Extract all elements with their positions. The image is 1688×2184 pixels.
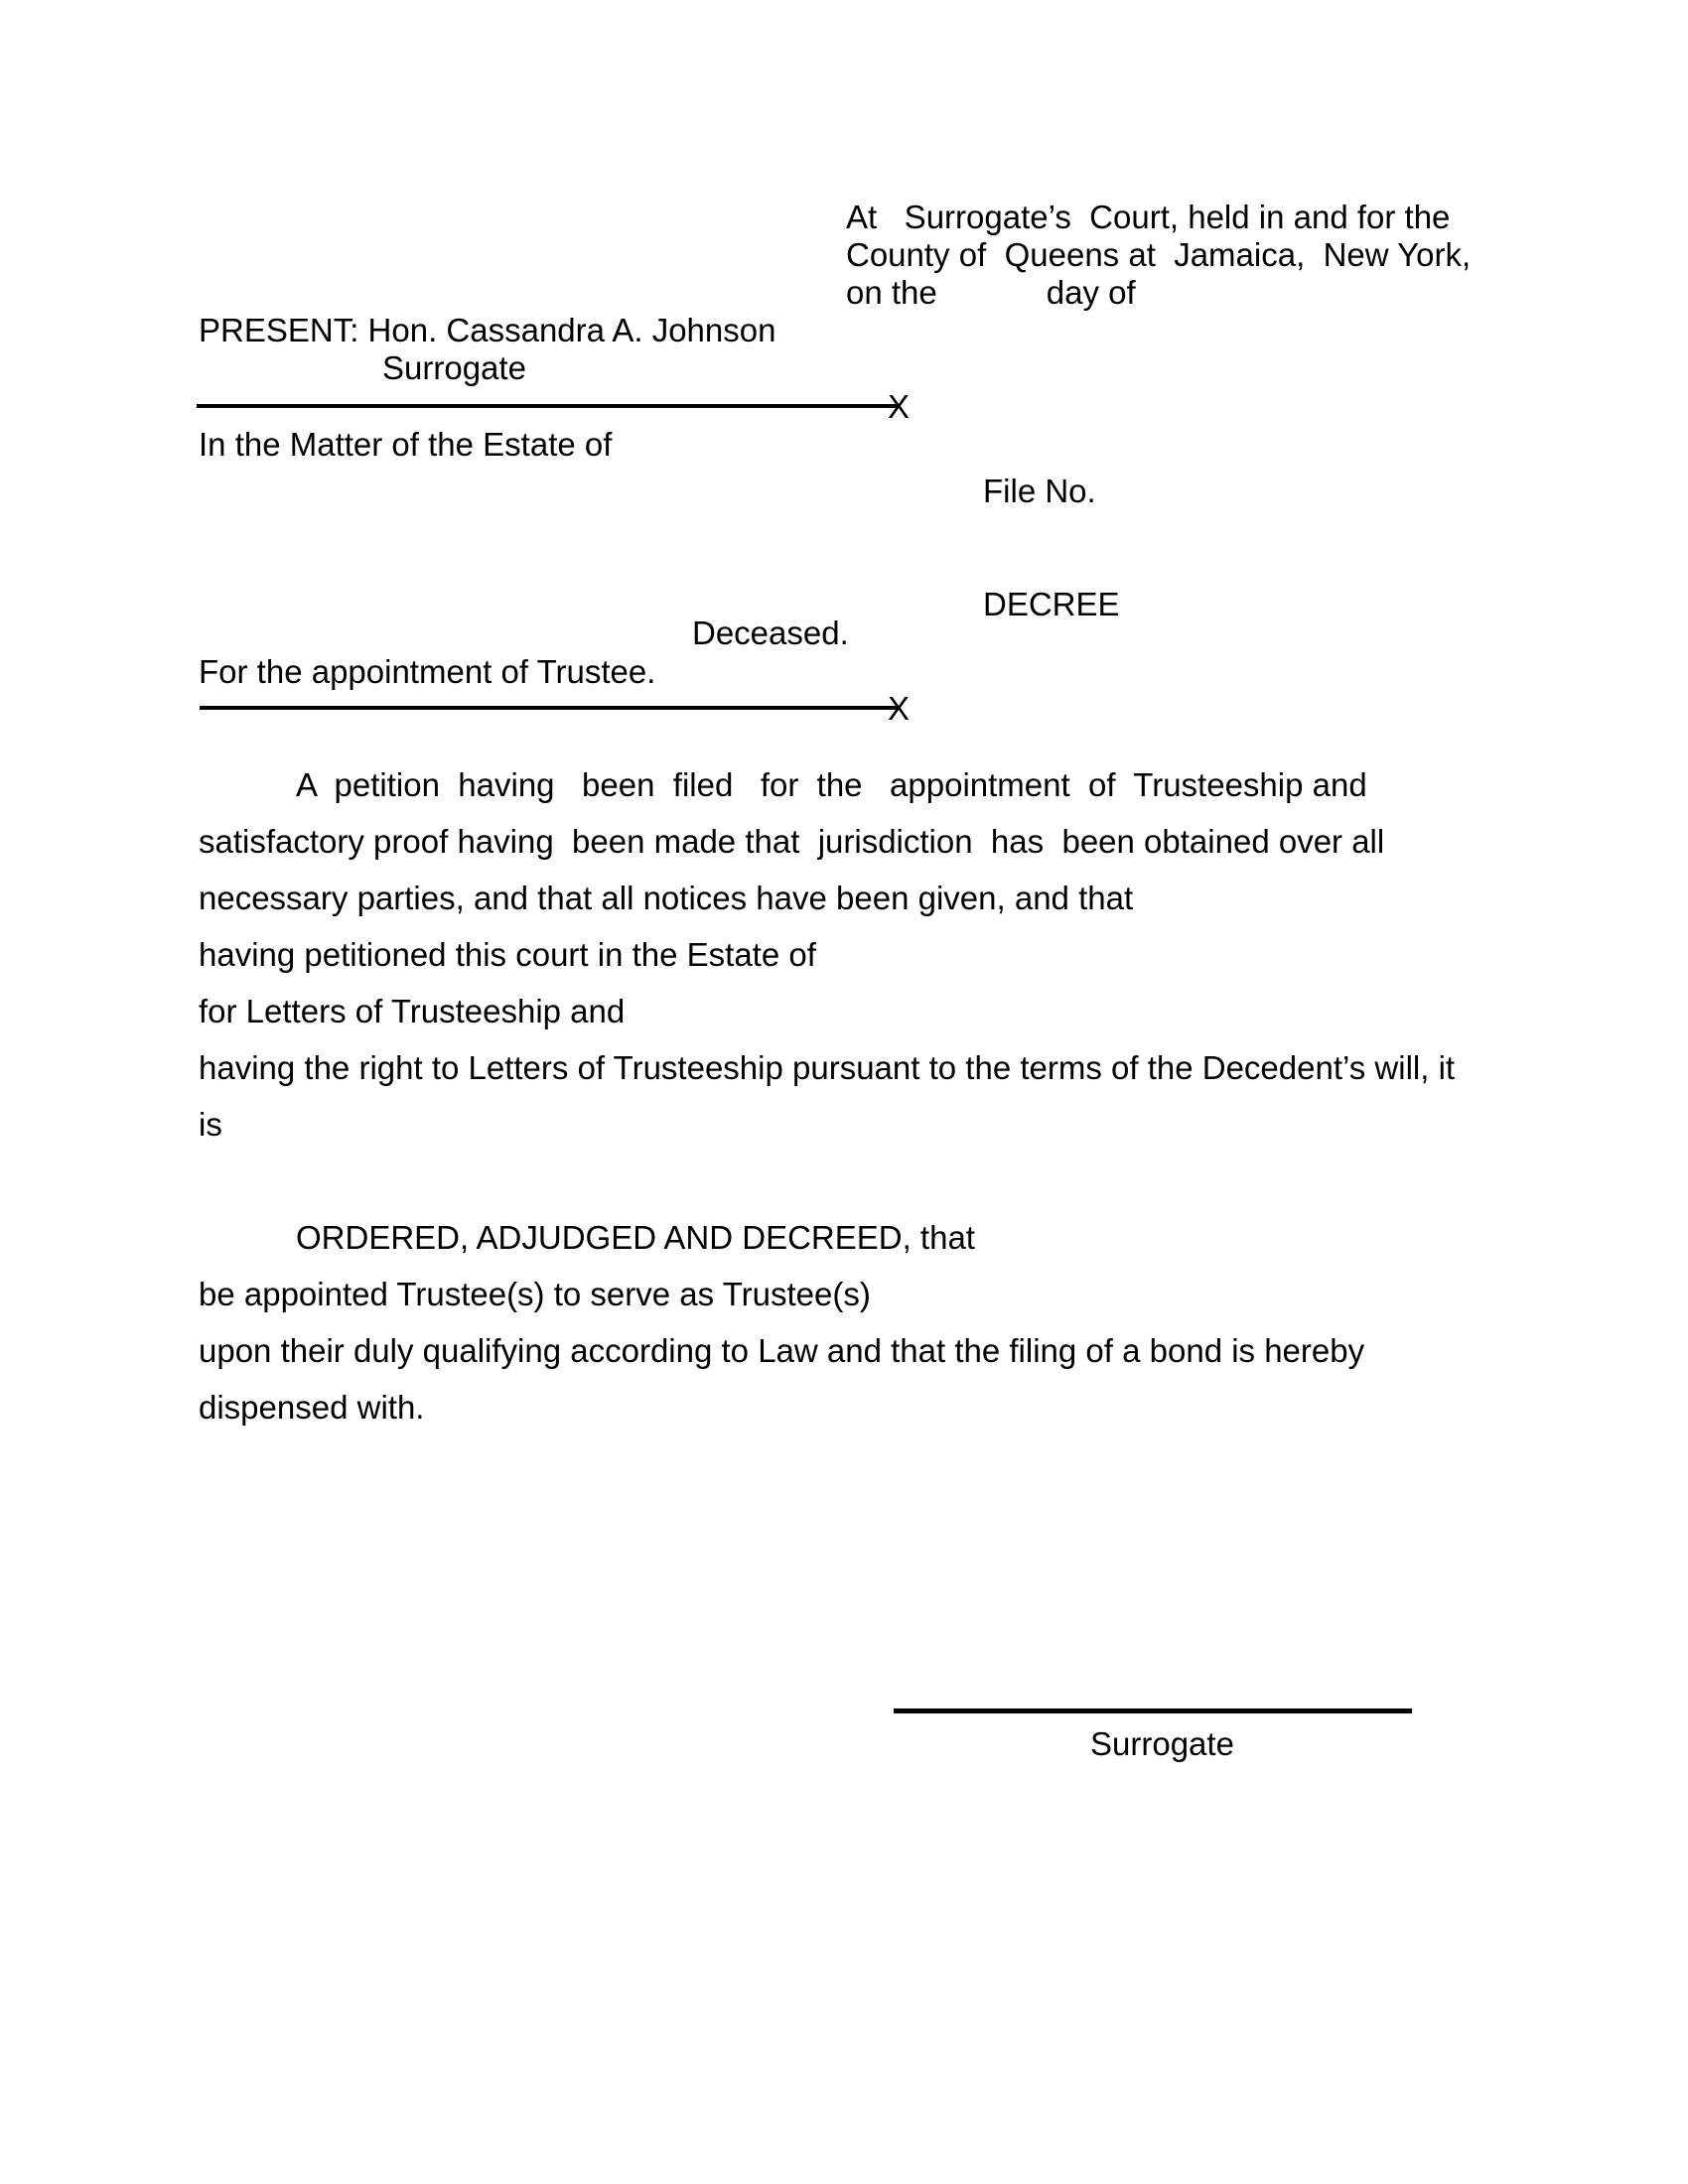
order-line: ORDERED, ADJUDGED AND DECREED, that [296,1219,975,1256]
caption-bottom-x-mark: X [888,690,911,727]
recital-line: having the right to Letters of Trusteeship pursuant to the terms of the Decedent’s will, it [199,1049,1456,1086]
recital-line: satisfactory proof having been made that jurisdiction has been obtained over all [199,823,1385,860]
caption-top-x-mark: X [888,388,911,425]
order-line: be appointed Trustee(s) to serve as Trustee(s) [199,1276,871,1312]
order-line: upon their duly qualifying according to Law and that the filing of a bond is hereby [199,1332,1365,1369]
recital-line: A petition having been filed for the appointment of Trusteeship and [296,766,1367,803]
recital-line: for Letters of Trusteeship and [199,993,626,1029]
order-line: dispensed with. [199,1389,425,1426]
caption-bottom-rule [200,706,900,710]
recital-line: is [199,1106,222,1143]
document-title: DECREE [983,586,1120,622]
caption-deceased: Deceased. [692,614,849,651]
recital-line: necessary parties, and that all notices have been given, and that [199,880,1134,916]
court-header-line-1: At Surrogate’s Court, held in and for the [846,199,1451,235]
caption-top-rule [197,404,900,408]
present-title: Surrogate [382,349,526,386]
caption-matter: In the Matter of the Estate of [199,426,613,463]
present-judge: PRESENT: Hon. Cassandra A. Johnson [199,312,776,348]
recital-line: having petitioned this court in the Estate of [199,936,816,973]
signature-label: Surrogate [1090,1725,1234,1762]
court-header-line-2: County of Queens at Jamaica, New York, [846,236,1472,273]
caption-appointment: For the appointment of Trustee. [199,653,656,690]
signature-line [894,1708,1412,1713]
file-number-label: File No. [983,473,1096,509]
court-header-line-3: on the day of [846,274,1136,311]
